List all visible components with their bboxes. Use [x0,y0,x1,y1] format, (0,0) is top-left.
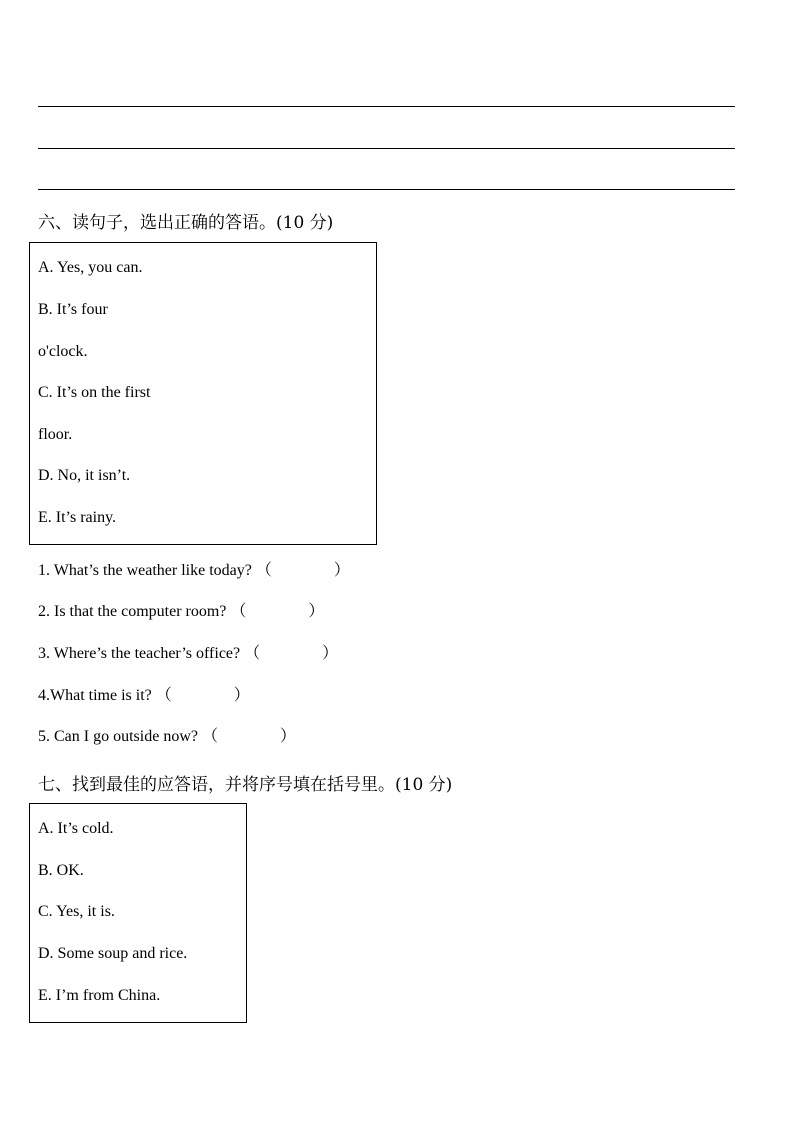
answer-paren-close: ） [333,562,350,579]
answer-paren-close: ） [322,645,339,662]
section-6-option-b: B. It’s four [38,301,108,318]
section-6-question-5 [38,723,296,746]
section-6-option-c: C. It’s on the first [38,384,151,401]
question-text: 3. Where’s the teacher’s office? [38,645,241,662]
section-7-heading: 七、找到最佳的应答语，并将序号填在括号里。(10 分) [38,775,453,795]
section-7-option-d: D. Some soup and rice. [38,945,188,962]
section-6-option-c-cont: floor. [38,426,73,443]
section-6-heading: 六、读句子，选出正确的答语。(10 分) [38,213,334,233]
section-6-question-4 [38,682,250,705]
section-6-option-d: D. No, it isn’t. [38,467,131,484]
answer-line-1 [38,106,735,107]
section-7-option-b: B. OK. [38,862,84,879]
answer-paren-open: （ [244,645,261,662]
section-6-question-3 [38,640,338,663]
answer-paren-open: （ [230,603,247,620]
answer-paren-close: ） [280,728,297,745]
question-text: 5. Can I go outside now? [38,728,198,745]
section-6-option-e: E. It’s rainy. [38,509,117,526]
answer-paren-open: （ [201,728,218,745]
answer-paren-open: （ [255,562,272,579]
section-6-question-2 [38,598,324,621]
answer-paren-close: ） [308,603,325,620]
section-7-option-e: E. I’m from China. [38,987,161,1004]
answer-line-3 [38,189,735,190]
section-6-option-b-cont: o'clock. [38,343,88,360]
section-7-option-a: A. It’s cold. [38,820,114,837]
section-6-question-1 [38,557,350,580]
question-text: 4.What time is it? [38,687,152,704]
answer-paren-close: ） [233,687,250,704]
question-text: 2. Is that the computer room? [38,603,227,620]
question-text: 1. What’s the weather like today? [38,562,252,579]
answer-line-2 [38,148,735,149]
section-7-option-c: C. Yes, it is. [38,903,115,920]
answer-paren-open: （ [155,687,172,704]
section-6-option-a: A. Yes, you can. [38,259,143,276]
